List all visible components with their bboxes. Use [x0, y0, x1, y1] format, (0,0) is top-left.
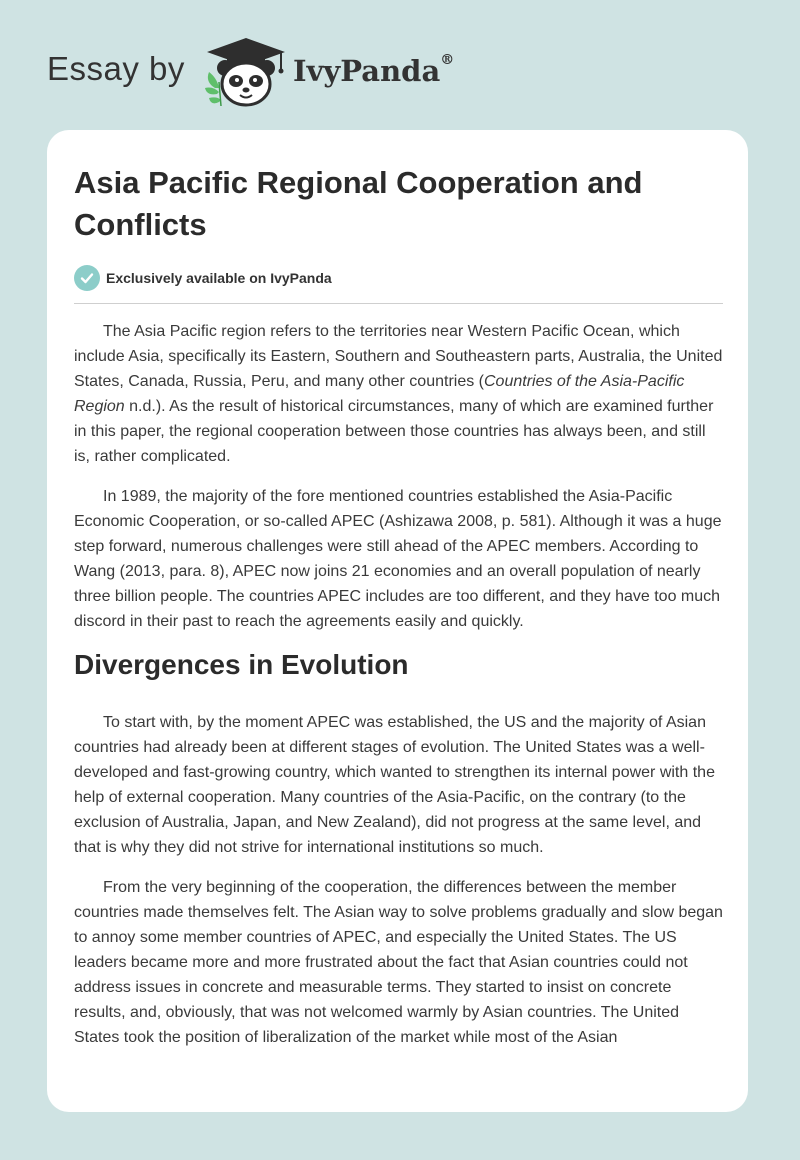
article-card	[47, 130, 748, 1112]
panda-graduate-icon[interactable]	[203, 36, 289, 108]
registered-mark: ®	[440, 52, 455, 68]
exclusive-badge	[74, 264, 723, 292]
paragraph-1: The Asia Pacific region refers to the territories near Western Pacific Ocean, which include Asia, specifically its Eastern, Southern and Southeastern parts, Australia, the United States, Canada, Russia, Peru, and many other countries (Countries of the Asia-Pacific Region n.d.). As the result of historical circumstances, many of which are examined further in this paper, the regional cooperation between those countries has always been, and still is, rather complicated.	[74, 323, 723, 465]
site-header	[47, 36, 547, 108]
brand-name[interactable]: IvyPanda®	[293, 52, 455, 88]
check-icon	[74, 265, 100, 291]
section-heading: Divergences in Evolution	[74, 649, 409, 680]
paragraph-3: To start with, by the moment APEC was established, the US and the majority of Asian countries had already been at different stages of evolution. The United States was a well-developed and fast-growing country, which wanted to strengthen its internal power with the help of external cooperation. Many countries of the Asia-Pacific, on the contrary (to the exclusion of Australia, Japan, and New Zealand), did not progress at the same level, and that is why they did not strive for international institutions so much.	[74, 714, 715, 856]
divider	[74, 303, 723, 304]
article-title: Asia Pacific Regional Cooperation and Conflicts	[74, 165, 643, 242]
paragraph-2: In 1989, the majority of the fore mentioned countries established the Asia-Pacific Economic Cooperation, or so-called APEC (Ashizawa 2008, p. 581). Although it was a huge step forward, numerous challenges were still ahead of the APEC members. According to Wang (2013, para. 8), APEC now joins 21 economies and an overall population of nearly three billion people. The countries APEC includes are too different, and they have too much discord in their past to reach the agreements easily and quickly.	[74, 488, 722, 630]
citation: Countries of the Asia-Pacific Region	[74, 373, 685, 415]
essay-by-label: Essay by	[47, 50, 185, 87]
article-content	[74, 162, 723, 1065]
paragraph-4: From the very beginning of the cooperation, the differences between the member countries made themselves felt. The Asian way to solve problems gradually and slow began to annoy some member countries of APEC, and especially the United States. The US leaders became more and more frustrated about the fact that Asian countries could not address issues in concrete and measurable terms. They started to insist on concrete results, and, obviously, that was not welcomed warmly by Asian countries. The United States took the position of liberalization of the market while most of the Asian	[74, 879, 723, 1046]
exclusive-label: Exclusively available on IvyPanda	[106, 270, 332, 286]
